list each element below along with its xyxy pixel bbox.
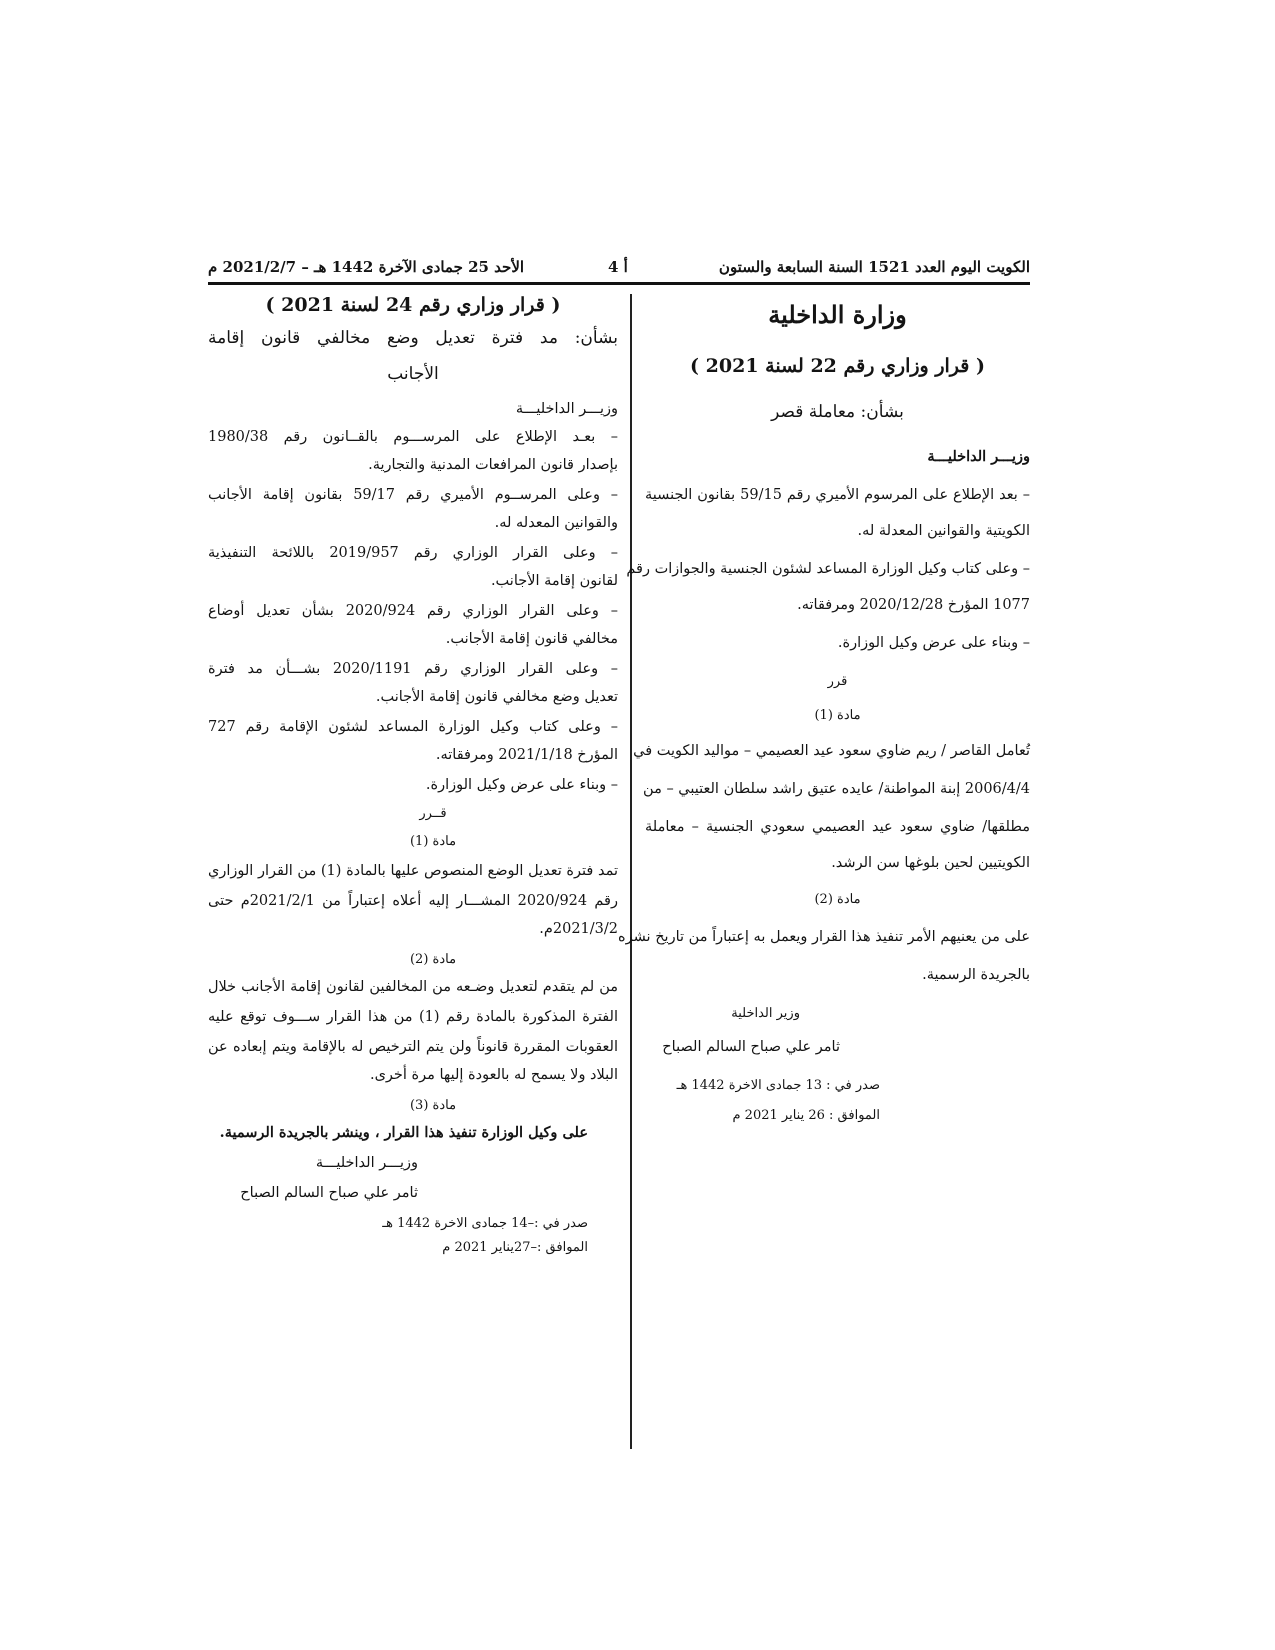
preamble-line: تعديل وضع مخالفي قانون إقامة الأجانب.: [375, 689, 618, 705]
preamble-line: الكويتية والقوانين المعدلة له.: [857, 523, 1030, 539]
running-header: [208, 258, 1030, 284]
decision-24-subject: بشأن: مد فترة تعديل وضع مخالفي قانون إقامة: [208, 328, 618, 348]
minister-heading: وزيـــر الداخليـــة: [515, 401, 618, 417]
preamble-line: – وعلى القرار الوزاري رقم 2020/1191 بشـــأن مد فترة: [208, 661, 618, 677]
preamble-line: لقانون إقامة الأجانب.: [490, 573, 618, 589]
article-3-text: على وكيل الوزارة تنفيذ هذا القرار ، وينشر بالجريدة الرسمية.: [219, 1124, 588, 1141]
preamble-line: المؤرخ 2021/1/18 ومرفقاته.: [435, 747, 618, 763]
preamble-line: مخالفي قانون إقامة الأجانب.: [445, 631, 618, 647]
article-2-line: العقوبات المقررة قانوناً ولن يتم الترخيص له بالإقامة ويتم إبعاده عن: [208, 1039, 618, 1055]
ministry-heading: وزارة الداخلية: [768, 300, 907, 329]
article-1-line: مطلقها/ ضاوي سعود عيد العصيمي سعودي الجنسية – معاملة: [645, 819, 1030, 835]
article-2-line: الفترة المذكورة بالمادة رقم (1) من هذا القرار ســـوف توقع عليه: [208, 1009, 618, 1025]
preamble-line: – وعلى المرســوم الأميري رقم 59/17 بقانون إقامة الأجانب: [208, 487, 618, 503]
signature-name: ثامر علي صباح السالم الصباح: [240, 1185, 418, 1201]
signature-title: وزير الداخلية: [731, 1006, 800, 1021]
decision-24-subject-cont: الأجانب: [387, 364, 439, 384]
preamble-line: – وعلى كتاب وكيل الوزارة المساعد لشئون الجنسية والجوازات رقم: [626, 561, 1030, 577]
article-1-line: 2021/3/2م.: [539, 921, 618, 937]
preamble-line: – بعد الإطلاع على المرسوم الأميري رقم 59/15 بقانون الجنسية: [645, 487, 1030, 503]
preamble-line: – وعلى القرار الوزاري رقم 2020/924 بشأن تعديل أوضاع: [208, 603, 618, 619]
article-1-line: رقم 2020/924 المشـــار إليه أعلاه إعتباراً من 2021/2/1م حتى: [208, 893, 618, 909]
article-1-line: تمد فترة تعديل الوضع المنصوص عليها بالمادة (1) من القرار الوزاري: [208, 863, 619, 879]
signature-title: وزيـــر الداخليـــة: [315, 1155, 418, 1171]
corresponding-date: الموافق : 26 يناير 2021 م: [732, 1108, 880, 1123]
column-divider: [630, 294, 632, 1449]
issued-date: صدر في : 13 جمادى الاخرة 1442 هـ: [676, 1078, 880, 1093]
article-3-label: مادة (3): [409, 1098, 457, 1113]
header-divider: [208, 282, 1030, 285]
preamble-line: – بعـد الإطلاع على المرســـوم بالقــانون رقم 1980/38: [208, 429, 618, 445]
article-2-label: مادة (2): [814, 892, 861, 907]
article-2-line: على من يعنيهم الأمر تنفيذ هذا القرار ويعمل به إعتباراً من تاريخ نشره: [618, 929, 1030, 945]
preamble-line: – وعلى كتاب وكيل الوزارة المساعد لشئون الإقامة رقم 727: [208, 719, 618, 735]
preamble-line: والقوانين المعدله له.: [494, 515, 618, 531]
article-1-label: مادة (1): [409, 834, 457, 849]
preamble-line: بإصدار قانون المرافعات المدنية والتجارية.: [368, 457, 618, 473]
preamble-line: – وبناء على عرض وكيل الوزارة.: [425, 777, 618, 793]
article-1-line: 2006/4/4 إبنة المواطنة/ عايده عتيق راشد سلطان العتيبي – من: [643, 781, 1030, 797]
decided-label: قــرر: [419, 806, 447, 821]
article-1-line: تُعامل القاصر / ريم ضاوي سعود عيد العصيمي – مواليد الكويت في: [633, 743, 1030, 759]
decision-22-subject: بشأن: معاملة قصر: [771, 402, 904, 422]
header-issue-info: الكويت اليوم العدد 1521 السنة السابعة والستون: [718, 258, 1030, 276]
header-date: الأحد 25 جمادى الآخرة 1442 هـ – 2021/2/7 م: [208, 258, 525, 276]
article-2-line: من لم يتقدم لتعديل وضـعه من المخالفين لقانون إقامة الأجانب خلال: [208, 979, 618, 995]
article-1-line: الكويتيين لحين بلوغها سن الرشد.: [831, 855, 1030, 871]
signature-name: ثامر علي صباح السالم الصباح: [662, 1039, 840, 1055]
article-1-label: مادة (1): [814, 708, 861, 723]
decision-22-title: ( قرار وزاري رقم 22 لسنة 2021 ): [690, 355, 985, 377]
article-2-line: بالجريدة الرسمية.: [922, 967, 1030, 983]
decision-24-title: ( قرار وزاري رقم 24 لسنة 2021 ): [265, 294, 561, 316]
article-2-label: مادة (2): [409, 952, 457, 967]
minister-heading: وزيـــر الداخليـــة: [927, 448, 1030, 465]
preamble-line: – وبناء على عرض وكيل الوزارة.: [837, 635, 1030, 651]
corresponding-date: الموافق :–27يناير 2021 م: [442, 1240, 588, 1255]
issued-date: صدر في :–14 جمادى الاخرة 1442 هـ: [382, 1216, 588, 1231]
preamble-line: – وعلى القرار الوزاري رقم 2019/957 باللائحة التنفيذية: [208, 545, 618, 561]
article-2-line: البلاد ولا يسمح له بالعودة إليها مرة أخرى.: [369, 1067, 618, 1083]
decided-label: قرر: [827, 674, 848, 689]
header-page-number: أ 4: [608, 258, 628, 276]
preamble-line: 1077 المؤرخ 2020/12/28 ومرفقاته.: [797, 597, 1030, 613]
